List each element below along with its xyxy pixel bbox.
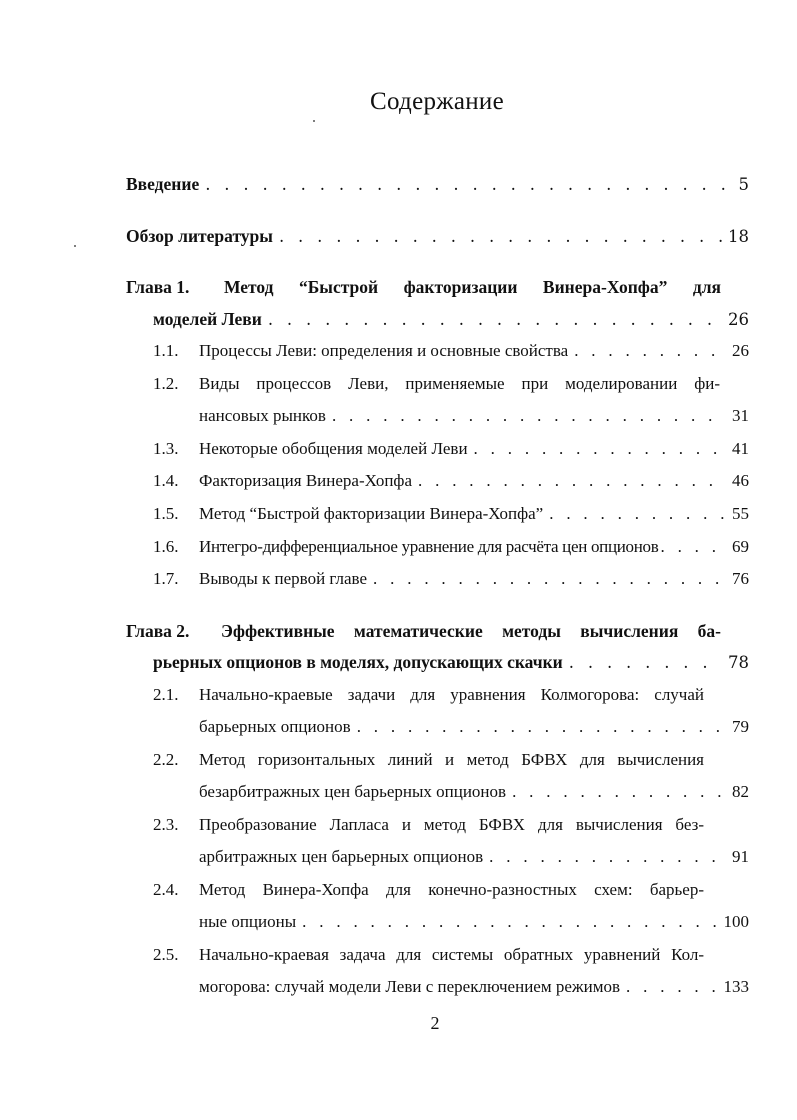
- section-title-line1: Преобразование Лапласа и метод БФВХ для вычисления без-: [199, 815, 704, 834]
- toc-section-1-5[interactable]: [153, 503, 749, 525]
- toc-entry-review[interactable]: [126, 225, 749, 248]
- chapter-label: Глава 1.: [126, 277, 190, 297]
- leader-dots: [489, 846, 725, 868]
- leader-dots: [332, 405, 725, 427]
- section-number: 1.4.: [153, 471, 179, 490]
- section-title-line2: безарбитражных цен барьерных опционов: [199, 782, 507, 801]
- chapter-title-line1: Метод “Быстрой факторизации Винера-Хопфа” для: [224, 277, 721, 297]
- section-title-line2: нансовых рынков: [199, 406, 326, 425]
- toc-section-1-2-heading[interactable]: [153, 373, 720, 395]
- section-title-line2: могорова: случай модели Леви с переключением режимов: [199, 977, 621, 996]
- section-title: Выводы к первой главе: [199, 569, 368, 588]
- section-number: 2.5.: [153, 945, 179, 964]
- toc-section-1-3[interactable]: [153, 438, 749, 460]
- toc-entry-intro[interactable]: [126, 173, 749, 196]
- toc-page-number: 133: [723, 977, 749, 996]
- section-number: 1.2.: [153, 374, 179, 393]
- leader-dots: [569, 652, 722, 674]
- section-title: Процессы Леви: определения и основные свойства: [199, 341, 569, 360]
- section-title: Интегро-дифференциальное уравнение для расчёта цен опционов: [199, 537, 659, 556]
- toc-page-number: 100: [723, 912, 749, 931]
- toc-page-number: 31: [732, 406, 749, 425]
- section-title-line2: барьерных опционов: [199, 717, 351, 736]
- toc-section-2-2[interactable]: [199, 781, 749, 803]
- leader-dots: [302, 911, 721, 933]
- leader-dots: [357, 716, 725, 738]
- section-number: 1.3.: [153, 439, 179, 458]
- toc-page-number: 79: [732, 717, 749, 736]
- scan-speck: [74, 245, 76, 247]
- toc-chapter-1-heading[interactable]: [126, 276, 721, 298]
- toc-section-1-2[interactable]: [199, 405, 749, 427]
- leader-dots: [373, 568, 725, 590]
- section-title-line2: арбитражных цен барьерных опционов: [199, 847, 484, 866]
- toc-entry-label: Обзор литературы: [126, 226, 273, 246]
- toc-page-number: 76: [732, 569, 749, 588]
- toc-page-number: 82: [732, 782, 749, 801]
- toc-chapter-2-heading[interactable]: [126, 620, 721, 642]
- toc-section-1-6[interactable]: [153, 536, 749, 558]
- toc-section-2-4-heading[interactable]: [153, 879, 704, 901]
- toc-section-2-2-heading[interactable]: [153, 749, 704, 771]
- section-title-line1: Метод горизонтальных линий и метод БФВХ для вычисления: [199, 750, 704, 769]
- leader-dots: [279, 226, 722, 248]
- leader-dots: [574, 340, 725, 362]
- section-number: 2.1.: [153, 685, 179, 704]
- toc-chapter-2[interactable]: [153, 651, 749, 674]
- leader-dots: [474, 438, 725, 460]
- section-number: 1.7.: [153, 569, 179, 588]
- toc-page-number: 46: [732, 471, 749, 490]
- section-number: 1.1.: [153, 341, 179, 360]
- toc-section-1-7[interactable]: [153, 568, 749, 590]
- section-title-line1: Метод Винера-Хопфа для конечно-разностных схем: барьер-: [199, 880, 704, 899]
- leader-dots: [268, 309, 722, 331]
- section-number: 1.6.: [153, 537, 179, 556]
- page-title: Содержание: [370, 88, 504, 115]
- section-number: 2.4.: [153, 880, 179, 899]
- section-number: 1.5.: [153, 504, 179, 523]
- section-title-line1: Начально-краевая задача для системы обратных уравнений Кол-: [199, 945, 704, 964]
- toc-section-2-3-heading[interactable]: [153, 814, 704, 836]
- toc-page-number: 18: [728, 227, 749, 246]
- scan-speck: [313, 120, 315, 122]
- leader-dots: [512, 781, 725, 803]
- section-number: 2.3.: [153, 815, 179, 834]
- toc-page-number: 41: [732, 439, 749, 458]
- toc-page-number: 78: [728, 653, 749, 672]
- section-title: Некоторые обобщения моделей Леви: [199, 439, 468, 458]
- section-number: 2.2.: [153, 750, 179, 769]
- toc-section-2-3[interactable]: [199, 846, 749, 868]
- section-title: Факторизация Винера-Хопфа: [199, 471, 412, 490]
- toc-page-number: 26: [732, 341, 749, 360]
- leader-dots: [418, 470, 725, 492]
- page-number: 2: [430, 1013, 440, 1033]
- toc-section-1-1[interactable]: [153, 340, 749, 362]
- toc-section-2-4[interactable]: [199, 911, 749, 933]
- section-title-line1: Виды процессов Леви, применяемые при моделировании фи-: [199, 374, 720, 393]
- section-title: Метод “Быстрой факторизации Винера-Хопфа”: [199, 504, 544, 523]
- toc-entry-label: Введение: [126, 174, 200, 194]
- chapter-label: Глава 2.: [126, 621, 190, 641]
- chapter-title-line2: моделей Леви: [153, 309, 262, 329]
- toc-section-2-1-heading[interactable]: [153, 684, 704, 706]
- leader-dots: [626, 976, 721, 998]
- section-title-line1: Начально-краевые задачи для уравнения Колмогорова: случай: [199, 685, 704, 704]
- chapter-title-line1: Эффективные математические методы вычисления ба-: [221, 621, 721, 641]
- toc-page-number: 69: [732, 537, 749, 556]
- toc-section-2-5[interactable]: [199, 976, 749, 998]
- toc-section-1-4[interactable]: [153, 470, 749, 492]
- toc-section-2-1[interactable]: [199, 716, 749, 738]
- chapter-title-line2: рьерных опционов в моделях, допускающих скачки: [153, 652, 563, 672]
- toc-page-number: 26: [728, 310, 749, 329]
- toc-page-number: 55: [732, 504, 749, 523]
- toc-section-2-5-heading[interactable]: [153, 944, 704, 966]
- toc-page-number: 5: [738, 175, 749, 194]
- section-title-line2: ные опционы: [199, 912, 297, 931]
- leader-dots: [549, 503, 725, 525]
- leader-dots: [660, 536, 729, 558]
- toc-page-number: 91: [732, 847, 749, 866]
- toc-chapter-1[interactable]: [153, 308, 749, 331]
- leader-dots: [205, 174, 725, 196]
